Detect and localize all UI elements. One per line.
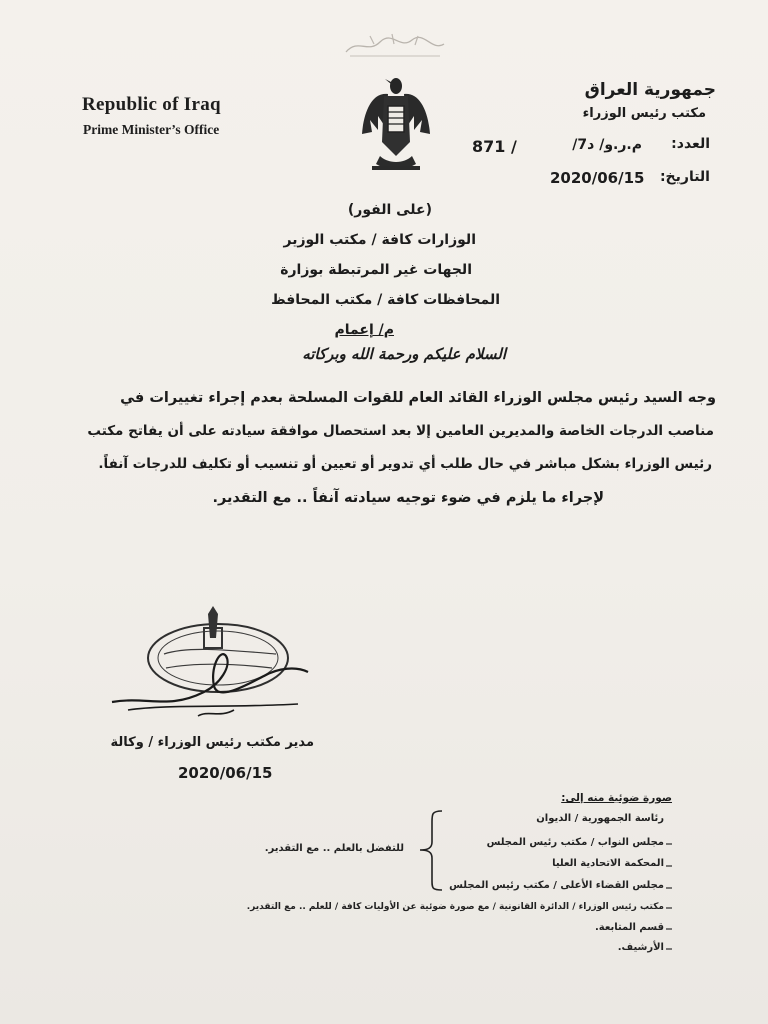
signatory-title: مدير مكتب رئيس الوزراء / وكالة: [110, 735, 314, 750]
cc-bullets: [664, 812, 674, 962]
addressee-line: الوزارات كافة / مكتب الوزير: [283, 232, 476, 248]
dash-bullet-icon: [664, 812, 674, 962]
letterhead-ar-title: جمهورية العراق: [584, 80, 716, 100]
cc-item: قسم المتابعة.: [594, 922, 664, 933]
body-paragraph-line: مناصب الدرجات الخاصة والمديرين العامين إلا بعد استحصال موافقة سيادته على أن يفاتح مكتب: [87, 423, 714, 439]
letter-date-label: التاريخ:: [659, 169, 710, 185]
letter-date-value: 2020/06/15: [550, 169, 645, 187]
top-basmala-stamp: [340, 30, 450, 60]
subject-line: م/ إعمام: [334, 322, 394, 338]
greeting: السلام عليكم ورحمة الله وبركاته: [302, 345, 506, 363]
cc-bracket-note: للتفضل بالعلم .. مع التقدير.: [264, 843, 404, 854]
addressee-line: المحافظات كافة / مكتب المحافظ: [271, 292, 500, 308]
body-paragraph-line: وجه السيد رئيس مجلس الوزراء القائد العام للقوات المسلحة بعدم إجراء تغييرات في: [120, 390, 716, 406]
iraq-eagle-emblem: [358, 72, 434, 178]
signature-date: 2020/06/15: [178, 764, 273, 782]
cc-heading: صورة ضوئية منه إلى:: [561, 792, 672, 804]
seal-signature-icon: [108, 606, 318, 730]
letter-number-code: م.ر.و/ د7/: [572, 137, 642, 153]
urgency-note: (على الفور): [347, 202, 432, 218]
curly-bracket-icon: [410, 808, 446, 892]
letter-number-label: العدد:: [671, 136, 710, 152]
addressee-line: الجهات غير المرتبطة بوزارة: [280, 262, 472, 278]
official-seal: [108, 606, 318, 730]
cc-item: مجلس القضاء الأعلى / مكتب رئيس المجلس: [449, 880, 664, 891]
body-paragraph-line: لإجراء ما يلزم في ضوء توجيه سيادته آنفاً .. مع التقدير.: [212, 490, 604, 506]
cc-item: مجلس النواب / مكتب رئيس المجلس: [486, 837, 664, 848]
letterhead-en-subtitle: Prime Minister’s Office: [83, 122, 220, 137]
eagle-icon: [358, 72, 434, 178]
basmala-icon: [340, 30, 450, 60]
cc-item: الأرشيف.: [617, 942, 664, 953]
cc-item: المحكمة الاتحادية العليا: [552, 858, 664, 869]
body-paragraph-line: رئيس الوزراء بشكل مباشر في حال طلب أي تدوير أو تعيين أو تنسيب أو تكليف للدرجات آنفاً.: [98, 456, 712, 472]
cc-bracket: [410, 808, 446, 892]
letterhead-ar-subtitle: مكتب رئيس الوزراء: [582, 106, 706, 121]
cc-item: رئاسة الجمهورية / الديوان: [536, 813, 664, 824]
letter-number-value: 871 /: [472, 137, 517, 156]
letterhead-en-title: Republic of Iraq: [82, 94, 221, 115]
cc-item: مكتب رئيس الوزراء / الدائرة القانونية / مع صورة ضوئية عن الأوليات كافة / للعلم .. مع التقدير.: [246, 902, 664, 912]
